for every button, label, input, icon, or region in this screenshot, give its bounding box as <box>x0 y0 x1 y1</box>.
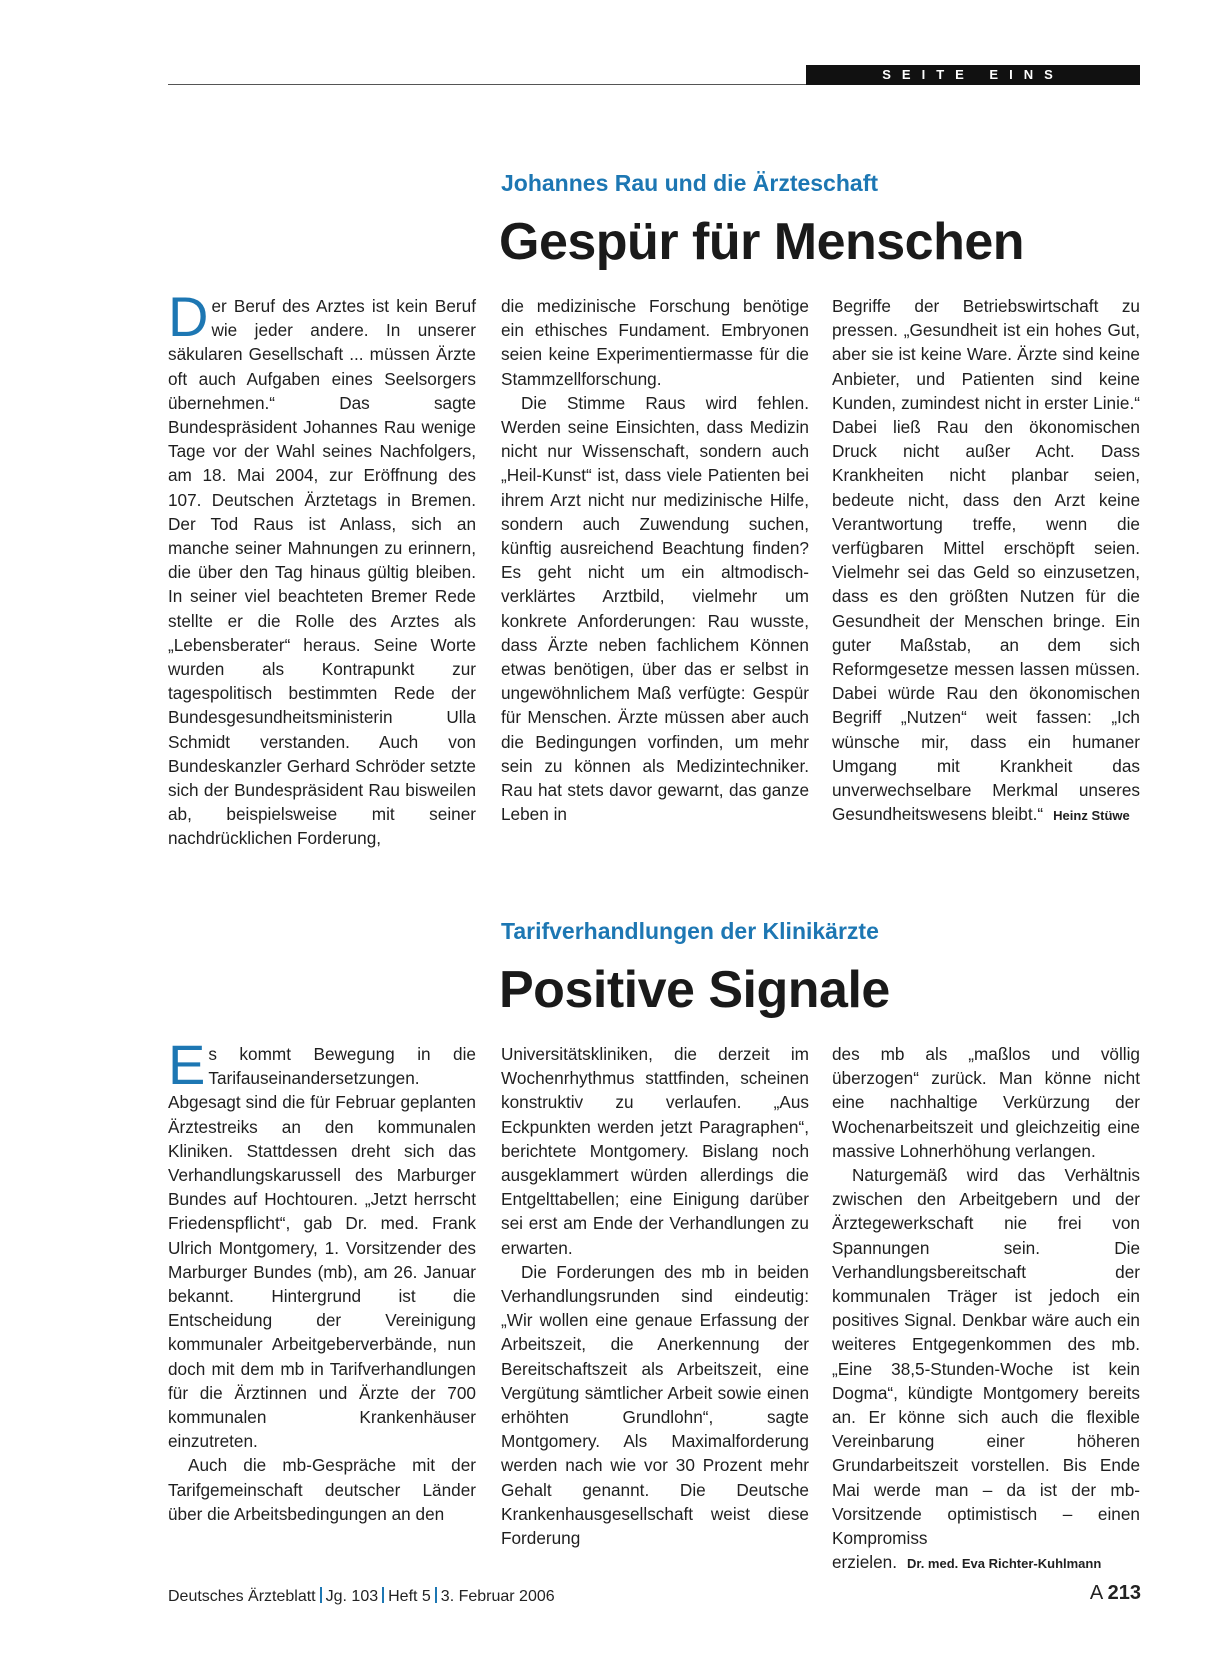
footer-separator <box>435 1587 437 1603</box>
article1-col1-paragraph <box>168 285 476 851</box>
article1-col2-paragraph-2: Die Stimme Raus wird fehlen. Werden seine Einsichten, dass Medizin nicht nur Wissenschaft, sondern auch „Heil-Kunst“ ist, dass viele Patienten bei ihrem Arzt nicht nur medizinische Hilfe, sondern auch Zuwendung suchen, künftig ausreichend Beachtung finden? Es geht nicht um ein altmodisch-verklärtes Arztbild, vielmehr um konkrete Anforderungen: Rau wusste, dass Ärzte neben fachlichem Können etwas benötigen, über das er selbst in ungewöhnlichem Maß verfügte: Gespür für Menschen. Ärzte müssen aber auch die Bedingungen vorfinden, um mehr sein zu können als Medizintechniker. Rau hat stets davor gewarnt, das ganze Leben in <box>501 392 809 825</box>
article2-col2-paragraph-2: Die Forderungen des mb in beiden Verhandlungsrunden sind eindeutig: „Wir wollen eine genaue Erfassung der Arbeitszeit, die Anerkennung der Bereitschaftszeit als Arbeitszeit, eine Vergütung sämtlicher Arbeit sowie einen erhöhten Grundlohn“, sagte Montgomery. Als Maximalforderung werden nach wie vor 30 Prozent mehr Gehalt genannt. Die Deutsche Krankenhausgesellschaft weist diese Forderung <box>501 1261 809 1549</box>
article2-col3-paragraph-1: des mb als „maßlos und völlig überzogen“ zurück. Man könne nicht eine nachhaltige Verkürzung der Wochenarbeitszeit und gleichzeitig eine massive Lohnerhöhung verlangen. <box>832 1044 1140 1161</box>
article2-col2-paragraph-1: Universitätskliniken, die derzeit im Wochenrhythmus stattfinden, scheinen konstruktiv zu verlaufen. „Aus Eckpunkten werden jetzt Paragraphen“, berichtete Montgomery. Bislang noch ausgeklammert würden allerdings die Entgelttabellen; eine Einigung darüber sei erst am Ende der Verhandlungen zu erwarten. <box>501 1044 809 1258</box>
footer-volume: Jg. 103 <box>325 1588 379 1605</box>
article2-col3-paragraph-2 <box>832 1163 1140 1576</box>
page-number <box>1090 1582 1141 1605</box>
article2-column-3 <box>832 1042 1140 1576</box>
article2-headline: Positive Signale <box>499 961 890 1019</box>
footer-separator <box>382 1587 384 1603</box>
article2-col1-text: s kommt Bewegung in die Tarifauseinandersetzungen. Abgesagt sind die für Februar geplanten Ärztestreiks an den kommunalen Kliniken. Stattdessen dreht sich das Verhandlungskarussell des Marburger Bundes auf Hochtouren. „Jetzt herrscht Friedenspflicht“, gab Dr. med. Frank Ulrich Montgomery, 1. Vorsitzender des Marburger Bundes (mb), am 26. Januar bekannt. Hintergrund ist die Entscheidung der Vereinigung kommunaler Arbeitgeberverbände, nun doch mit dem mb in Tarifverhandlungen für die Ärztinnen und Ärzte der 700 kommunalen Krankenhäuser einzutreten. <box>168 1044 476 1452</box>
article2-col1-paragraph-2: Auch die mb-Gespräche mit der Tarifgemeinschaft deutscher Länder über die Arbeitsbedingungen an den <box>168 1455 476 1524</box>
footer-citation <box>168 1587 555 1606</box>
article2-author: Dr. med. Eva Richter-Kuhlmann <box>906 1556 1102 1572</box>
article1-kicker: Johannes Rau und die Ärzteschaft <box>501 170 879 196</box>
article1-headline: Gespür für Menschen <box>499 213 1025 271</box>
article1-col3-paragraph <box>832 294 1140 828</box>
article1-dropcap: D <box>168 285 209 348</box>
article2-column-2 <box>501 1042 809 1550</box>
footer-journal: Deutsches Ärzteblatt <box>168 1588 316 1605</box>
section-label: SEITE EINS <box>806 65 1140 85</box>
article2-col1-paragraph-1 <box>168 1033 476 1453</box>
article2-col3-text: Naturgemäß wird das Verhältnis zwischen den Arbeitgebern und der Ärztegewerkschaft nie frei von Spannungen sein. Die Verhandlungsbereitschaft der kommunalen Träger ist jedoch ein positives Signal. Denkbar wäre auch ein weiteres Entgegenkommen des mb. „Eine 38,5-Stunden-Woche ist kein Dogma“, kündigte Montgomery bereits an. Er könne sich auch die flexible Vereinbarung einer höheren Grundarbeitszeit vorstellen. Bis Ende Mai werde man – da ist der mb-Vorsitzende optimistisch – einen Kompromiss erzielen. <box>832 1165 1140 1573</box>
article2-kicker: Tarifverhandlungen der Klinikärzte <box>501 918 879 944</box>
article1-column-2 <box>501 294 809 826</box>
article1-col3-text: Begriffe der Betriebswirtschaft zu pressen. „Gesundheit ist ein hohes Gut, aber sie ist keine Ware. Ärzte sind keine Anbieter, und Patienten sind keine Kunden, zumindest nicht in erster Linie.“ Dabei ließ Rau den ökonomischen Druck nicht außer Acht. Dass Krankheiten nicht planbar seien, bedeute nicht, dass den Arzt keine Verantwortung treffe, wenn die verfügbaren Mittel erschöpft seien. Vielmehr sei das Geld so einzusetzen, dass es den größten Nutzen für die Gesundheit der Menschen bringe. Ein guter Maßstab, an dem sich Reformgesetze messen lassen müssen. Dabei würde Rau den ökonomischen Begriff „Nutzen“ weit fassen: „Ich wünsche mir, dass ein humaner Umgang mit Krankheit das unverwechselbare Merkmal unseres Gesundheitswesens bleibt.“ <box>832 296 1140 825</box>
article1-column-1 <box>168 285 476 851</box>
page-number-value: 213 <box>1107 1582 1141 1604</box>
article1-col1-text: er Beruf des Arztes ist kein Beruf wie jeder andere. In unserer säkularen Gesellschaft ... müssen Ärzte oft auch Aufgaben eines Seelsorgers übernehmen.“ Das sagte Bundespräsident Johannes Rau wenige Tage vor der Wahl seines Nachfolgers, am 18. Mai 2004, zur Eröffnung des 107. Deutschen Ärztetags in Bremen. Der Tod Raus ist Anlass, sich an manche seiner Mahnungen zu erinnern, die über den Tag hinaus gültig bleiben. In seiner viel beachteten Bremer Rede stellte er die Rolle des Arztes als „Lebensberater“ heraus. Seine Worte wurden als Kontrapunkt zur tagespolitisch bestimmten Rede der Bundesgesundheitsministerin Ulla Schmidt verstanden. Auch von Bundeskanzler Gerhard Schröder setzte sich der Bundespräsident Rau bisweilen ab, beispielsweise mit seiner nachdrücklichen Forderung, <box>168 296 476 849</box>
article2-dropcap: E <box>168 1033 206 1096</box>
article1-author: Heinz Stüwe <box>1053 808 1130 824</box>
footer-date: 3. Februar 2006 <box>440 1588 555 1605</box>
article1-column-3 <box>832 294 1140 828</box>
page-prefix: A <box>1089 1582 1103 1604</box>
article1-col2-paragraph-1: die medizinische Forschung benötige ein ethisches Fundament. Embryonen seien keine Experimentiermasse für die Stammzellforschung. <box>501 296 809 389</box>
article2-column-1 <box>168 1033 476 1526</box>
footer-separator <box>320 1587 322 1603</box>
footer-issue: Heft 5 <box>388 1588 431 1605</box>
